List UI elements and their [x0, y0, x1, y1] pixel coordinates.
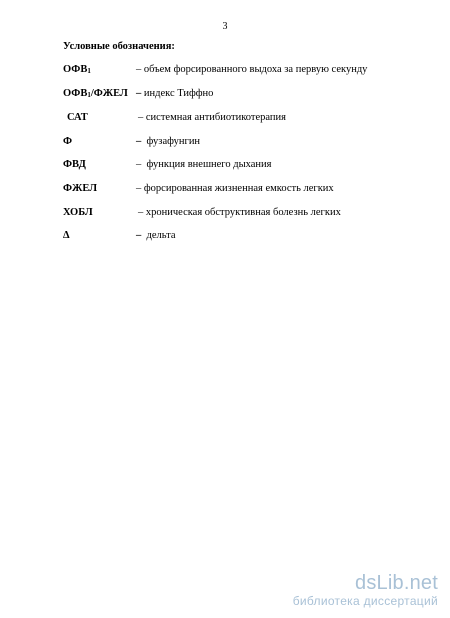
- watermark-subtitle: библиотека диссертаций: [292, 594, 438, 608]
- abbreviation-term: ФВД: [63, 159, 86, 170]
- abbreviation-row-delta: [0, 229, 450, 243]
- abbreviation-definition: – хроническая обструктивная болезнь легких: [138, 207, 341, 218]
- abbreviation-term: Δ: [63, 230, 70, 241]
- abbreviation-row-fev1-fvc: [0, 87, 450, 101]
- abbreviation-row-fev1: [0, 63, 450, 77]
- watermark-logo: dsLib.net: [355, 572, 438, 594]
- abbreviation-row-sat: [0, 111, 450, 125]
- abbreviation-definition: – индекс Тиффно: [136, 88, 214, 99]
- abbreviation-definition: – фузафунгин: [136, 136, 201, 147]
- abbreviation-definition: – системная антибиотикотерапия: [138, 112, 286, 123]
- watermark: [293, 572, 438, 608]
- abbreviation-definition: – объем форсированного выдоха за первую секунду: [136, 64, 368, 75]
- abbreviation-term: ХОБЛ: [63, 207, 93, 218]
- abbreviation-definition: – дельта: [136, 230, 176, 241]
- abbreviation-definition: – функция внешнего дыхания: [136, 159, 272, 170]
- abbreviation-definition: – форсированная жизненная емкость легких: [136, 183, 334, 194]
- abbreviation-row-fvd: [0, 158, 450, 172]
- abbreviation-term: САТ: [67, 112, 88, 123]
- abbreviation-term: ФЖЕЛ: [63, 183, 98, 194]
- abbreviation-term: $ОФВ_1$/ФЖЕЛ: [63, 88, 128, 99]
- abbreviation-row-fvc: [0, 182, 450, 196]
- abbreviation-term: $ОФВ_1$: [63, 64, 91, 75]
- abbreviation-row-f: [0, 135, 450, 149]
- abbreviation-term: Ф: [63, 136, 73, 147]
- page-number: 3: [222, 21, 228, 32]
- abbreviations-heading: Условные обозначения:: [63, 41, 175, 52]
- abbreviation-row-copd: [0, 206, 450, 220]
